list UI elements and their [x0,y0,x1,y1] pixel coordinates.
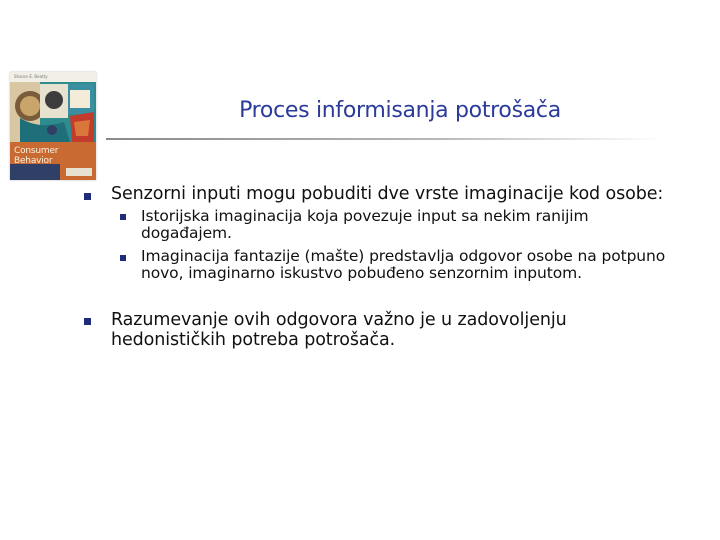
cover-title-line2: Behavior [14,156,53,166]
slide-title: Proces informisanja potrošača [239,98,561,123]
book-cover-image [10,72,96,180]
bullet-text-line2: hedonističkih potreba potrošača. [111,330,396,350]
subbullet-text [141,208,701,242]
bullet-marker [84,318,91,325]
cover-title-line1: Consumer [14,146,59,156]
subbullet-text-line1: Imaginacija fantazije (mašte) predstavlja odgovor osobe na potpuno [141,247,666,265]
subbullet-marker [120,255,126,261]
cover-title [14,146,58,166]
subbullet-text-line1: Istorijska imaginacija koja povezuje input sa nekim ranijim [141,207,589,225]
bullet-text-line1: Razumevanje ovih odgovora važno je u zadovoljenju [111,310,567,330]
cover-author: Sharon E. Beatty [14,74,48,79]
bullet-marker [84,193,91,200]
bullet-text [111,310,671,350]
title-divider [106,138,662,140]
subbullet-marker [120,214,126,220]
bullet-text-line1: Senzorni inputi mogu pobuditi dve vrste imaginacije kod osobe: [111,184,664,204]
subbullet-text-line2: događajem. [141,224,232,242]
bullet-text [111,184,691,204]
subbullet-text [141,248,711,282]
subbullet-text-line2: novo, imaginarno iskustvo pobuđeno senzornim inputom. [141,264,582,282]
